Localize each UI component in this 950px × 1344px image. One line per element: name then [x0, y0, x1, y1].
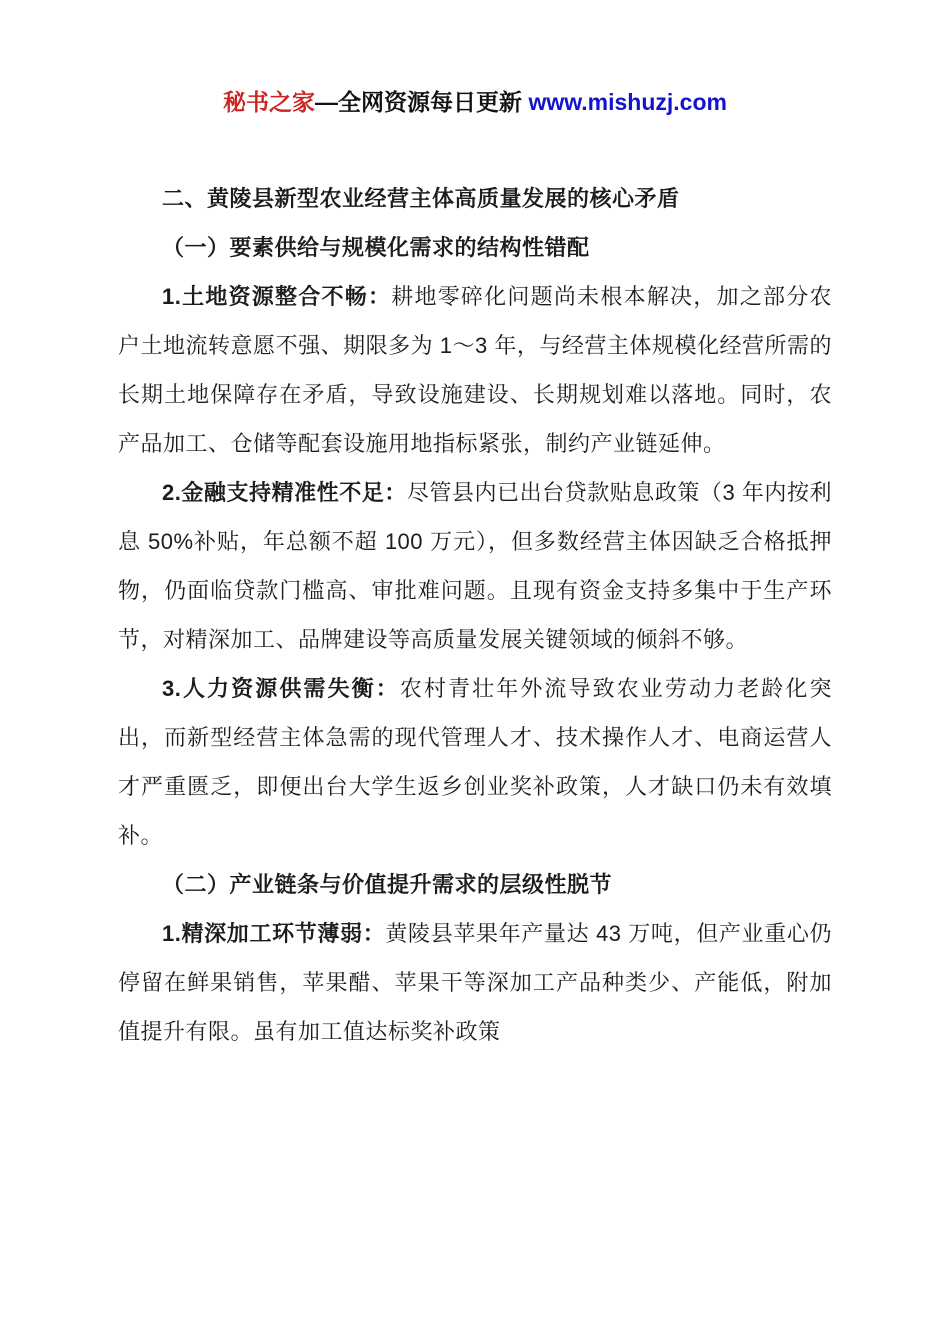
site-url-link[interactable]: www.mishuzj.com [528, 89, 727, 115]
header-tagline: —全网资源每日更新 [315, 89, 529, 115]
site-header [118, 86, 832, 118]
section-heading: 二、黄陵县新型农业经营主体高质量发展的核心矛盾 [162, 186, 680, 211]
body-paragraph: 2.金融支持精准性不足：尽管县内已出台贷款贴息政策（3 年内按利息 50%补贴，年总额不超 100 万元），但多数经营主体因缺乏合格抵押物，仍面临贷款门槛高、审批难问题。且现有资金支持多集中于生产环节，对精深加工、品牌建设等高质量发展关键领域的倾斜不够。 [118, 480, 832, 652]
body-paragraph: 1.土地资源整合不畅：耕地零碎化问题尚未根本解决，加之部分农户土地流转意愿不强、期限多为 1～3 年，与经营主体规模化经营所需的长期土地保障存在矛盾，导致设施建设、长期规划难以落地。同时，农产品加工、仓储等配套设施用地指标紧张，制约产业链延伸。 [118, 284, 832, 456]
body-paragraph: 3.人力资源供需失衡：农村青壮年外流导致农业劳动力老龄化突出，而新型经营主体急需的现代管理人才、技术操作人才、电商运营人才严重匮乏，即便出台大学生返乡创业奖补政策，人才缺口仍未有效填补。 [118, 676, 832, 848]
brand-name: 秘书之家 [223, 89, 316, 115]
section-heading: （二）产业链条与价值提升需求的层级性脱节 [162, 872, 613, 897]
section-heading: （一）要素供给与规模化需求的结构性错配 [162, 235, 590, 260]
document-body [118, 174, 832, 1056]
body-paragraph: 1.精深加工环节薄弱：黄陵县苹果年产量达 43 万吨，但产业重心仍停留在鲜果销售，苹果醋、苹果干等深加工产品种类少、产能低，附加值提升有限。虽有加工值达标奖补政策 [118, 921, 832, 1044]
paragraph-lead: 1.精深加工环节薄弱： [162, 921, 386, 946]
paragraph-lead: 2.金融支持精准性不足： [162, 480, 407, 505]
paragraph-lead: 3.人力资源供需失衡： [162, 676, 400, 701]
paragraph-lead: 1.土地资源整合不畅： [162, 284, 392, 309]
